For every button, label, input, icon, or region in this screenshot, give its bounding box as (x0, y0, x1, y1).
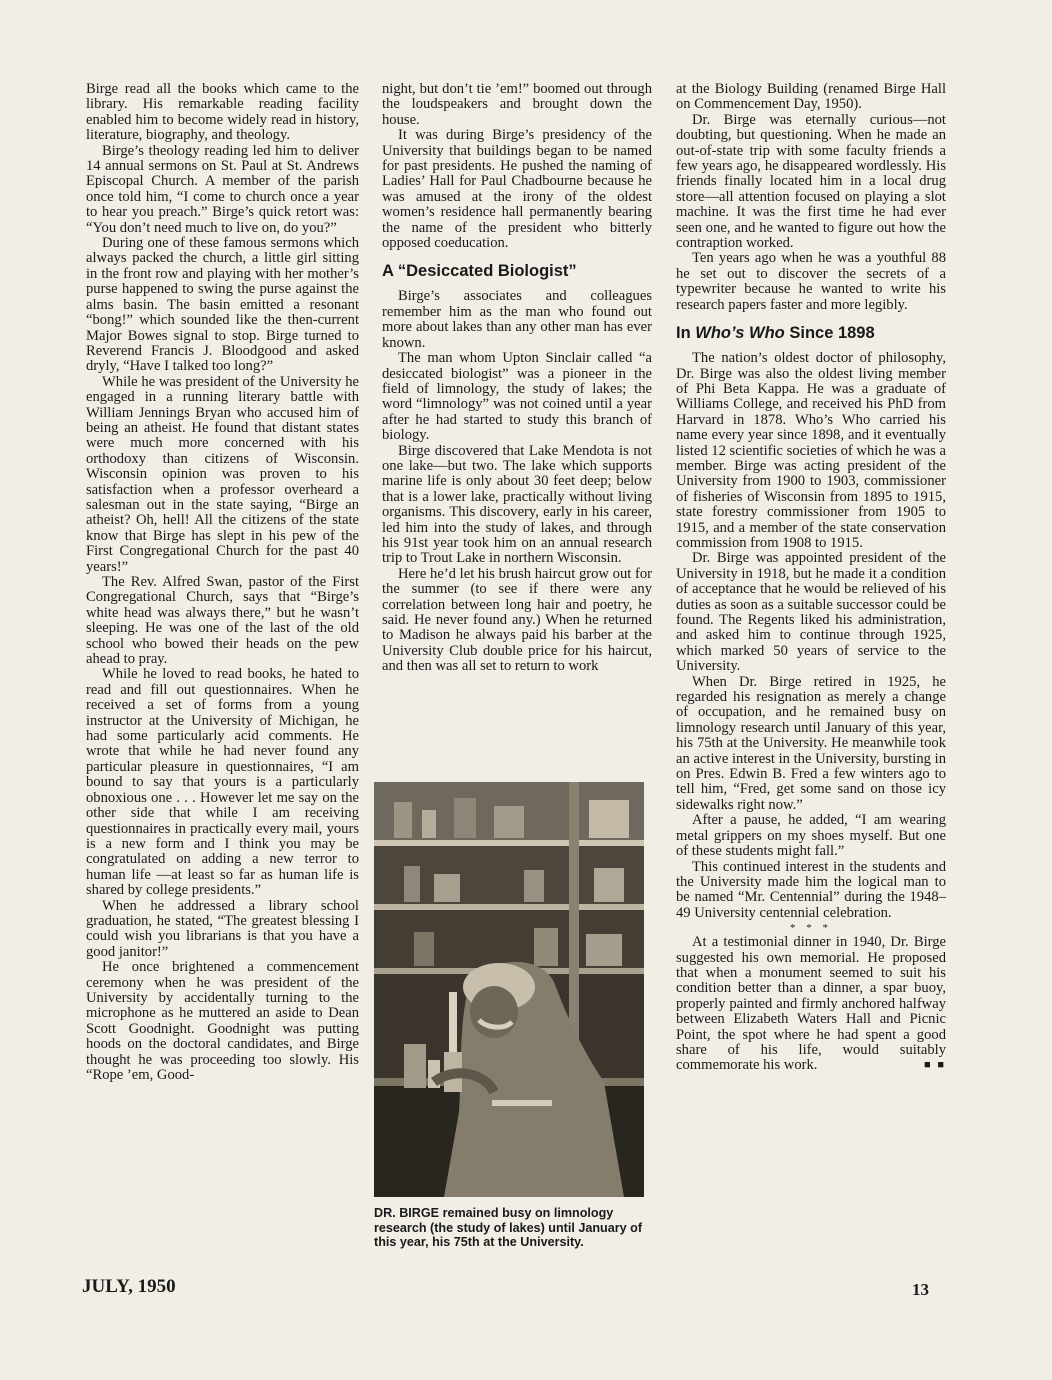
paragraph: Birge’s associates and colleagues remember him as the man who found out more about lakes than any other man has ever known. (382, 288, 652, 351)
paragraph: It was during Birge’s presidency of the University that buildings began to be named for past presidents. He pushed the naming of Ladies’ Hall for Paul Chadbourne because he was amused at the irony of the oldest women’s residence hall permanently bearing the name of the president who bitterly opposed coeducation. (382, 127, 652, 252)
paragraph: This continued interest in the students and the University made him the logical man to be named “Mr. Centennial” during the 1948–49 University centennial celebration. (676, 858, 946, 921)
section-heading-prefix: In (676, 324, 696, 343)
section-heading-whos-who (676, 323, 946, 343)
paragraph: He once brightened a commencement ceremony when he was president of the University by accidentally turning to the microphone as he muttered an aside to Dean Scott Goodnight. Goodnight was putting hoods on the doctoral candidates, and Birge thought he was proceeding too slowly. His “Rope ’em, Good- (86, 959, 359, 1083)
section-separator: * * * (790, 922, 832, 935)
paragraph: When Dr. Birge retired in 1925, he regarded his resignation as merely a change of occupation, and he remained busy on limnology research until January of this year, his 75th at the University. He meanwhile took an active interest in the University, bursting in on Pres. Edwin B. Fred a few winters ago to tell him, “Fred, get some sand on those icy sidewalks right now.” (676, 673, 946, 813)
section-heading-italic: Who’s Who (695, 324, 785, 343)
paragraph: When he addressed a library school graduation, he stated, “The greatest blessing I could wish you librarians is that you have a good janitor!” (86, 897, 359, 960)
section-heading-desiccated-biologist: A “Desiccated Biologist” (382, 262, 577, 281)
paragraph: Here he’d let his brush haircut grow out for the summer (to see if there were any correlation between long hair and poetry, he said. He never found any.) When he returned to Madison he always paid his barber at the University Club double price for his haircut, and then was all set to return to work (382, 565, 652, 675)
end-mark: ■ ■ (923, 1059, 946, 1072)
paragraph: at the Biology Building (renamed Birge Hall on Commencement Day, 1950). (676, 81, 946, 113)
paragraph: Birge’s theology reading led him to deliver 14 annual sermons on St. Paul at St. Andrews Episcopal Church. A member of the parish once told him, “I come to church once a year to hear you preach.” Birge’s quick retort was: “You don’t need much to live on, do you?” (86, 142, 359, 236)
paragraph: While he loved to read books, he hated to read and fill out questionnaires. When he received a set of forms from a young instructor at the University of Michigan, he had some particularly acid comments. He wrote that while he had never found any particular pleasure in questionnaires, “I am bound to say that yours is a particularly obnoxious one . . . However let me say on the other side that while I am receiving questionnaires in practically every mail, yours is a new form and I think you may be congratulated on adding a new terror to human life —at least so far as human life is shared by college presidents.” (86, 666, 359, 899)
paragraph: After a pause, he added, “I am wearing metal grippers on my shoes myself. But one of these students might fall.” (676, 812, 946, 860)
photo-caption: DR. BIRGE remained busy on limnology research (the study of lakes) until January of this year, his 75th at the University. (374, 1206, 643, 1250)
paragraph: Ten years ago when he was a youthful 88 he set out to discover the secrets of a typewriter because he wanted to write his research papers faster and more legibly. (676, 250, 946, 313)
paragraph: night, but don’t tie ’em!” boomed out through the loudspeakers and brought down the house. (382, 81, 652, 128)
paragraph: The nation’s oldest doctor of philosophy, Dr. Birge was also the oldest living member of Phi Beta Kappa. He was a graduate of Williams College, and received his PhD from Harvard in 1878. Who’s Who carried his name every year since 1898, and it eventually listed 12 scientific societies of which he was a member. Birge was acting president of the University from 1900 to 1903, commissioner of fisheries of Wisconsin from 1895 to 1915, state forestry commissioner from 1905 to 1915, and a member of the state conservation commission from 1908 to 1915. (676, 350, 946, 551)
paragraph: Birge discovered that Lake Mendota is not one lake—but two. The lake which supports marine life is only about 30 feet deep; below that is a lower lake, practically without living organisms. This discovery, early in his career, led him into the study of lakes, and through his 91st year took him on an annual research trip to Trout Lake in northern Wisconsin. (382, 442, 652, 567)
page-number: 13 (912, 1280, 929, 1299)
issue-date: JULY, 1950 (82, 1276, 176, 1297)
closing-paragraph-text: At a testimonial dinner in 1940, Dr. Birge suggested his own memorial. He proposed that when a monument seemed to suit his condition better than a dinner, a spar buoy, properly painted and firmly anchored halfway between Elizabeth Waters Hall and Picnic Point, the spot where he had spent a good share of his life, would suitably commemorate his work. (676, 934, 946, 1074)
paragraph: During one of these famous sermons which always packed the church, a little girl sitting in the front row and playing with her mother’s purse happened to swing the purse against the alms basin. The basin emitted a resonant “bong!” which sounded like the then-current Major Bowes signal to stop. Birge turned to Reverend Francis J. Bloodgood and asked dryly, “Have I talked too long?” (86, 235, 359, 375)
paragraph (676, 935, 946, 1074)
article-column-3 (676, 82, 946, 1074)
photo-dr-birge-laboratory (374, 782, 644, 1197)
paragraph: Birge read all the books which came to the library. His remarkable reading facility enabled him to become widely read in history, literature, biography, and theology. (86, 81, 359, 144)
section-heading-suffix: Since 1898 (784, 324, 875, 343)
paragraph: While he was president of the University he engaged in a running literary battle with William Jennings Bryan who accused him of being an atheist. He found that distant states were much more concerned with his orthodoxy than citizens of Wisconsin. Wisconsin opinion was proven to his satisfaction when a professor overheard a salesman out in the state saying, “Birge an atheist? Oh, hell! All the citizens of the state know that Birge has slept in his pew of the First Congregational Church for the past 40 years!” (86, 373, 359, 575)
article-column-2 (382, 82, 652, 675)
article-column-1 (86, 82, 359, 1083)
paragraph: Dr. Birge was eternally curious—not doubting, but questioning. When he made an out-of-state trip with some faculty friends a few years ago, he disappeared wordlessly. His friends finally located him in a local drug store—all attention focused on playing a slot machine. It was the first time he had ever seen one, and he wanted to figure out how the contraption worked. (676, 111, 946, 252)
paragraph: The Rev. Alfred Swan, pastor of the First Congregational Church, says that “Birge’s white head was always there,” but he wasn’t sleeping. He was one of the last of the old school who bowed their heads on the pew ahead to pray. (86, 574, 359, 668)
paragraph: Dr. Birge was appointed president of the University in 1918, but he made it a condition of acceptance that he would be relieved of his duties as soon as a suitable successor could be found. The Regents liked his administration, and asked him to continue through 1925, which marked 50 years of service to the University. (676, 550, 946, 675)
paragraph: The man whom Upton Sinclair called “a desiccated biologist” was a pioneer in the field of limnology, the study of lakes; the word “limnology” was not coined until a year after he had started to study this branch of biology. (382, 350, 652, 444)
